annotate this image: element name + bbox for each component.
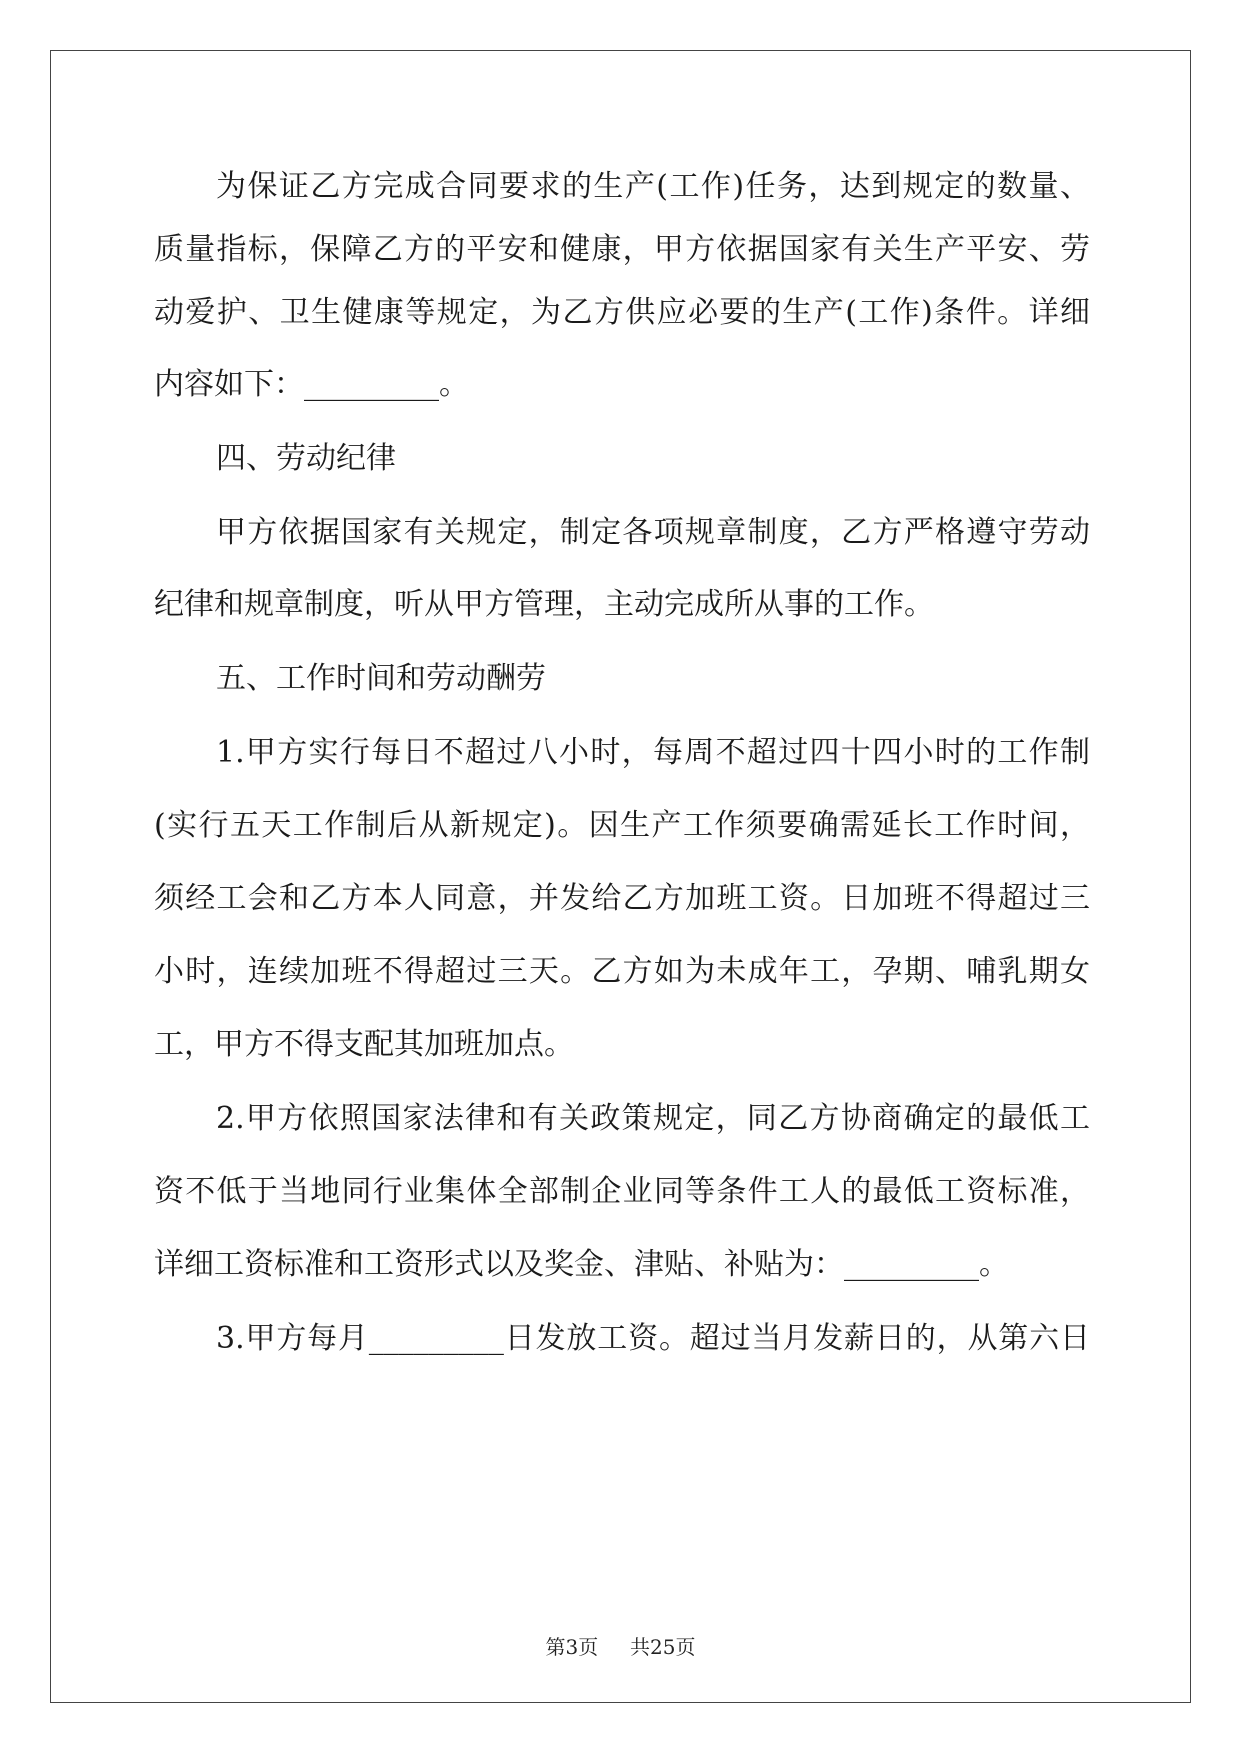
section-heading: 五、工作时间和劳动酬劳 xyxy=(216,661,546,696)
paragraph-line: 详细工资标准和工资形式以及奖金、津贴、补贴为：_________。 xyxy=(154,1247,1009,1282)
paragraph-line: 动爱护、卫生健康等规定，为乙方供应必要的生产(工作)条件。详细 xyxy=(154,295,1090,330)
paragraph-line: 质量指标，保障乙方的平安和健康，甲方依据国家有关生产平安、劳 xyxy=(154,232,1090,267)
paragraph-line: 资不低于当地同行业集体全部制企业同等条件工人的最低工资标准， xyxy=(154,1174,1090,1209)
paragraph-line: 工，甲方不得支配其加班加点。 xyxy=(154,1027,574,1062)
paragraph-line: 纪律和规章制度，听从甲方管理，主动完成所从事的工作。 xyxy=(154,587,934,622)
paragraph-line: 2.甲方依照国家法律和有关政策规定，同乙方协商确定的最低工 xyxy=(216,1101,1090,1136)
paragraph-line: 内容如下：_________。 xyxy=(154,367,469,402)
paragraph-line: 1.甲方实行每日不超过八小时，每周不超过四十四小时的工作制 xyxy=(216,735,1090,770)
paragraph-line: 甲方依据国家有关规定，制定各项规章制度，乙方严格遵守劳动 xyxy=(216,515,1090,550)
paragraph-line: 3.甲方每月_________日发放工资。超过当月发薪日的，从第六日 xyxy=(216,1321,1090,1356)
page-number: 第3页 xyxy=(545,1635,599,1659)
page-total: 共25页 xyxy=(630,1635,696,1659)
page-footer xyxy=(0,1631,1241,1660)
paragraph-line: (实行五天工作制后从新规定)。因生产工作须要确需延长工作时间， xyxy=(154,808,1090,843)
section-heading: 四、劳动纪律 xyxy=(216,441,396,476)
paragraph-line: 为保证乙方完成合同要求的生产(工作)任务，达到规定的数量、 xyxy=(216,169,1090,204)
paragraph-line: 小时，连续加班不得超过三天。乙方如为未成年工，孕期、哺乳期女 xyxy=(154,954,1090,989)
paragraph-line: 须经工会和乙方本人同意，并发给乙方加班工资。日加班不得超过三 xyxy=(154,881,1090,916)
